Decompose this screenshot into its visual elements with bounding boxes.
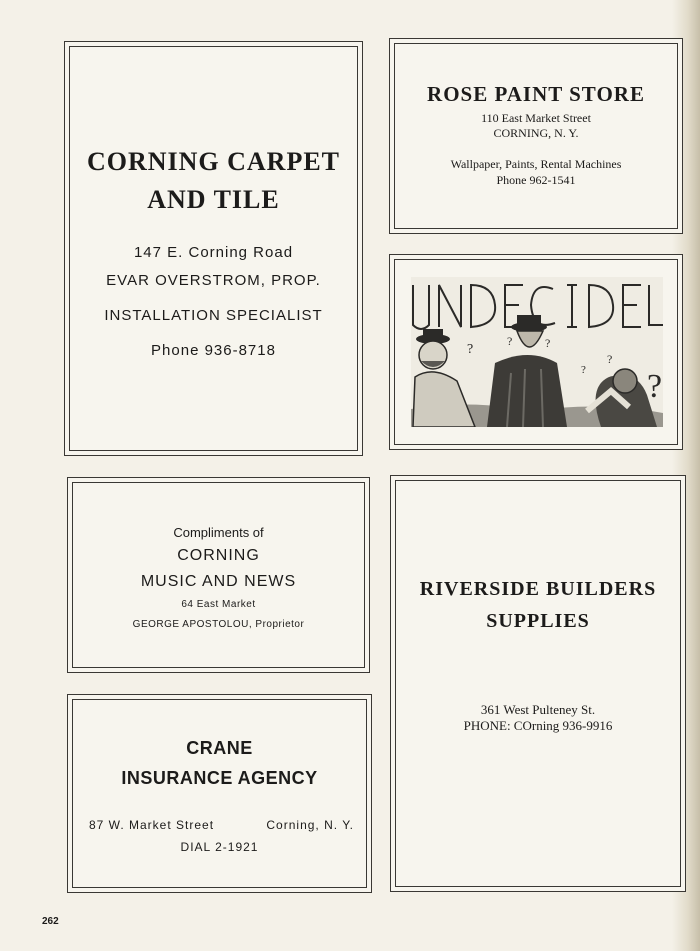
ad-phone: PHONE: COrning 936-9916 bbox=[463, 718, 613, 733]
ad-corning-carpet bbox=[64, 41, 363, 456]
title-line-1: CORNING CARPET bbox=[86, 147, 341, 176]
ad-compliments: Compliments of bbox=[173, 525, 264, 540]
ad-city: Corning, N. Y. bbox=[266, 818, 354, 832]
ad-title bbox=[396, 573, 680, 637]
ad-rose-paint bbox=[389, 38, 683, 234]
ad-owner: EVAR OVERSTROM, PROP. bbox=[106, 272, 321, 289]
ad-street: 87 W. Market Street bbox=[89, 818, 215, 832]
ad-title: ROSE PAINT STORE bbox=[427, 82, 645, 106]
ad-city: CORNING, N. Y. bbox=[493, 126, 579, 140]
title-line-2: SUPPLIES bbox=[486, 610, 590, 632]
ad-address: 110 East Market Street bbox=[481, 111, 591, 125]
undecided-cartoon-icon bbox=[411, 277, 663, 427]
ad-phone: Phone 962-1541 bbox=[496, 173, 576, 187]
ad-riverside-builders bbox=[390, 475, 686, 892]
ad-name-line-2: MUSIC AND NEWS bbox=[140, 573, 297, 590]
svg-text:?: ? bbox=[607, 352, 613, 366]
ad-name-line-1: CORNING bbox=[177, 547, 260, 564]
svg-text:?: ? bbox=[581, 364, 586, 376]
svg-text:?: ? bbox=[507, 334, 513, 348]
ad-address: 64 East Market bbox=[181, 599, 256, 610]
svg-text:?: ? bbox=[467, 342, 474, 357]
ad-crane-insurance bbox=[67, 694, 372, 893]
ad-address: 147 E. Corning Road bbox=[133, 244, 294, 261]
svg-text:?: ? bbox=[647, 368, 663, 405]
ad-specialty: INSTALLATION SPECIALIST bbox=[104, 307, 323, 324]
ad-services: Wallpaper, Paints, Rental Machines bbox=[450, 157, 622, 171]
ad-phone: Phone 936-8718 bbox=[151, 342, 276, 359]
svg-text:?: ? bbox=[545, 336, 551, 350]
ad-title bbox=[70, 143, 357, 219]
title-line-1: RIVERSIDE BUILDERS bbox=[419, 578, 657, 600]
ad-cartoon bbox=[389, 254, 683, 450]
ad-address: 361 West Pulteney St. bbox=[480, 702, 596, 717]
ad-dial: DIAL 2-1921 bbox=[180, 840, 259, 854]
ad-music-news bbox=[67, 477, 370, 673]
ad-proprietor: GEORGE APOSTOLOU, Proprietor bbox=[132, 619, 305, 630]
page-number: 262 bbox=[42, 916, 59, 927]
ad-title-line-1: CRANE bbox=[186, 738, 253, 758]
ad-title-line-2: INSURANCE AGENCY bbox=[121, 768, 318, 788]
title-line-2: AND TILE bbox=[147, 185, 280, 214]
